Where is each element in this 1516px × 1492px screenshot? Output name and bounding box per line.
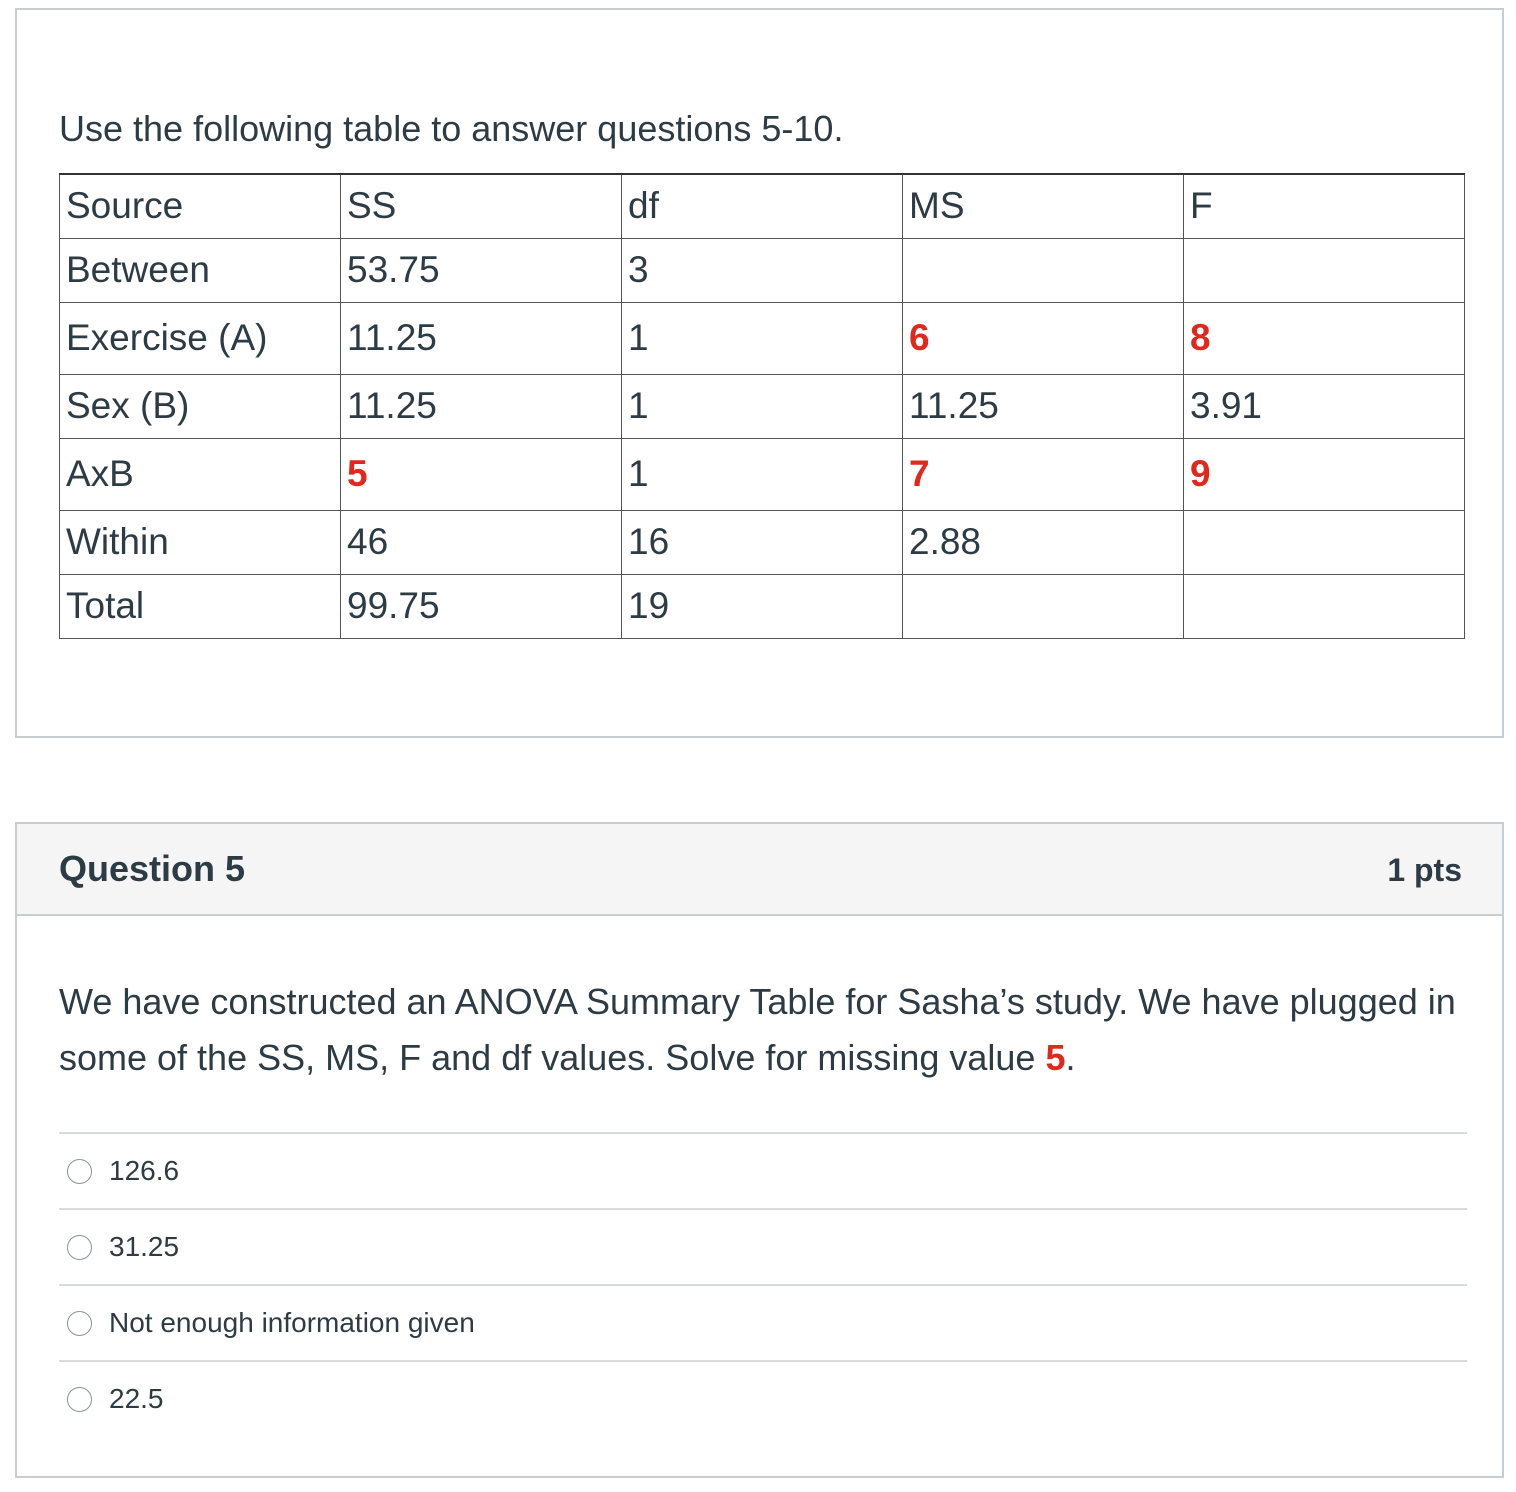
- cell-ms: [903, 574, 1184, 638]
- radio-button[interactable]: [67, 1311, 92, 1336]
- anova-table: [59, 173, 1465, 639]
- header-ss: SS: [341, 174, 622, 238]
- answer-option[interactable]: [59, 1208, 1467, 1284]
- cell-ms: 11.25: [903, 374, 1184, 438]
- header-df: df: [622, 174, 903, 238]
- cell-f: 3.91: [1184, 374, 1465, 438]
- table-row: [60, 302, 1465, 374]
- table-row: [60, 238, 1465, 302]
- header-source: Source: [60, 174, 341, 238]
- cell-ss: 11.25: [341, 374, 622, 438]
- cell-ms-missing: 6: [903, 302, 1184, 374]
- cell-ms-missing: 7: [903, 438, 1184, 510]
- question-title: Question 5: [59, 848, 246, 889]
- question-missing-value: 5: [1045, 1037, 1066, 1078]
- cell-source: Sex (B): [60, 374, 341, 438]
- cell-f-missing: 9: [1184, 438, 1465, 510]
- cell-source: AxB: [60, 438, 341, 510]
- cell-ss: 11.25: [341, 302, 622, 374]
- question-header: [17, 824, 1502, 916]
- answer-label[interactable]: 31.25: [109, 1231, 180, 1262]
- cell-f: [1184, 574, 1465, 638]
- question-text-before: We have constructed an ANOVA Summary Table for Sasha’s study. We have plugged in some of the SS, MS, F and df values. Solve for missing value: [59, 981, 1456, 1078]
- cell-ms: 2.88: [903, 510, 1184, 574]
- question-points: 1 pts: [1387, 852, 1462, 888]
- question-text: [59, 974, 1469, 1086]
- cell-df: 1: [622, 438, 903, 510]
- answer-option[interactable]: [59, 1284, 1467, 1360]
- cell-df: 16: [622, 510, 903, 574]
- instructions-text: Use the following table to answer questions 5-10.: [59, 108, 844, 149]
- cell-source: Within: [60, 510, 341, 574]
- table-row: [60, 438, 1465, 510]
- question-panel: [15, 822, 1504, 1478]
- answer-list: [59, 1132, 1467, 1436]
- cell-ss: 46: [341, 510, 622, 574]
- answer-label[interactable]: 22.5: [109, 1383, 164, 1414]
- cell-ss-missing: 5: [341, 438, 622, 510]
- table-row: [60, 510, 1465, 574]
- cell-ss: 53.75: [341, 238, 622, 302]
- instructions-panel: [15, 8, 1504, 738]
- cell-source: Between: [60, 238, 341, 302]
- cell-f-missing: 8: [1184, 302, 1465, 374]
- answer-label[interactable]: 126.6: [109, 1155, 180, 1186]
- cell-df: 1: [622, 374, 903, 438]
- table-header-row: [60, 174, 1465, 238]
- cell-ms: [903, 238, 1184, 302]
- cell-source: Exercise (A): [60, 302, 341, 374]
- cell-df: 1: [622, 302, 903, 374]
- cell-source: Total: [60, 574, 341, 638]
- radio-button[interactable]: [67, 1235, 92, 1260]
- question-text-after: .: [1065, 1037, 1076, 1078]
- table-row: [60, 374, 1465, 438]
- cell-f: [1184, 238, 1465, 302]
- header-f: F: [1184, 174, 1465, 238]
- cell-df: 3: [622, 238, 903, 302]
- cell-ss: 99.75: [341, 574, 622, 638]
- cell-f: [1184, 510, 1465, 574]
- answer-option[interactable]: [59, 1360, 1467, 1436]
- answer-option[interactable]: [59, 1132, 1467, 1208]
- table-row: [60, 574, 1465, 638]
- header-ms: MS: [903, 174, 1184, 238]
- answer-label[interactable]: Not enough information given: [109, 1307, 475, 1338]
- cell-df: 19: [622, 574, 903, 638]
- radio-button[interactable]: [67, 1387, 92, 1412]
- radio-button[interactable]: [67, 1159, 92, 1184]
